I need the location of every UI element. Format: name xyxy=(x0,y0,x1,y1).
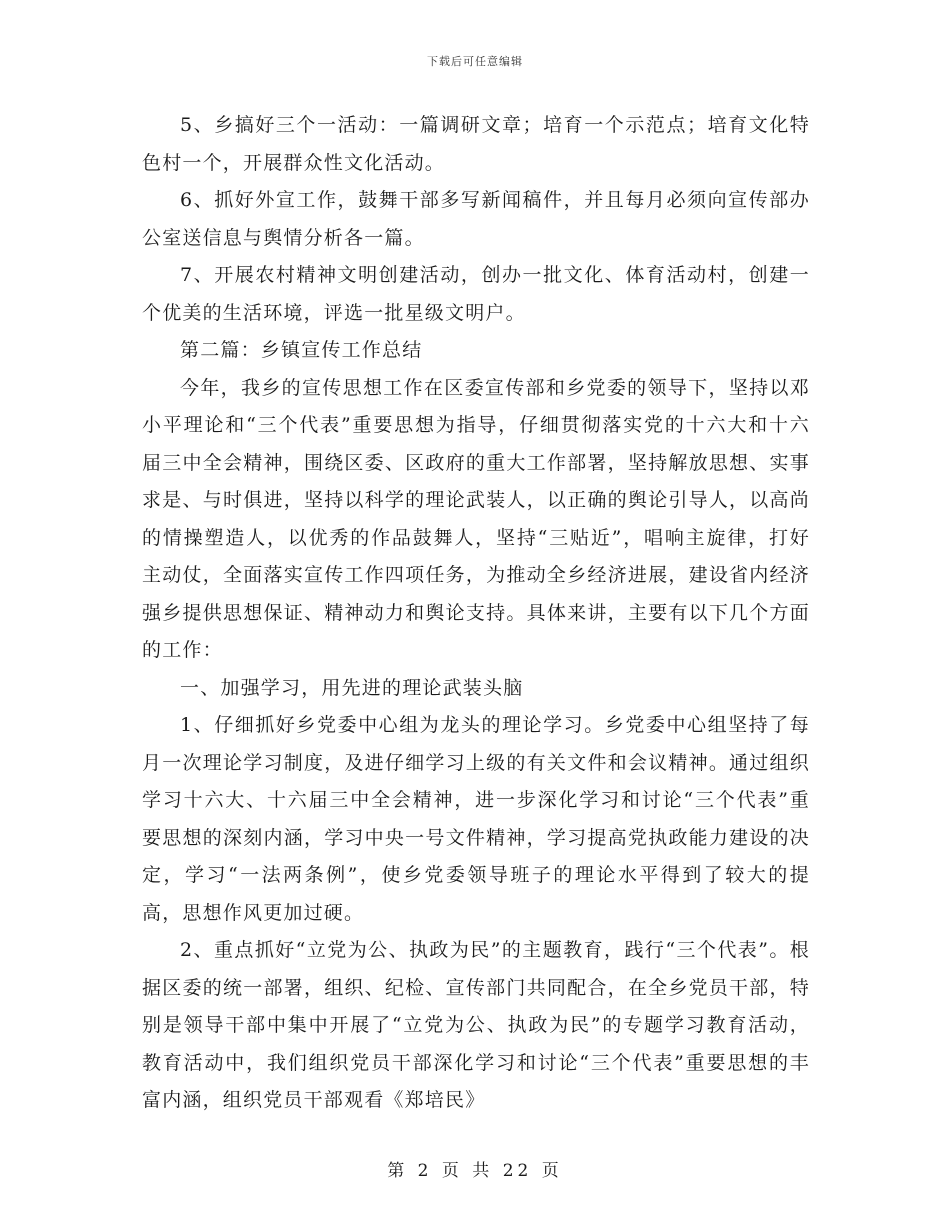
paragraph-point-2: 2、重点抓好“立党为公、执政为民”的主题教育，践行“三个代表”。根据区委的统一部署，组织、纪检、宣传部门共同配合，在全乡党员干部，特别是领导干部中集中开展了“立党为公、执政为民”的专题学习教育活动，教育活动中，我们组织党员干部深化学习和讨论“三个代表”重要思想的丰富内涵，组织党员干部观看《郑培民》 xyxy=(142,939,810,1111)
intro-paragraph: 今年，我乡的宣传思想工作在区委宣传部和乡党委的领导下，坚持以邓小平理论和“三个代表”重要思想为指导，仔细贯彻落实党的十六大和十六届三中全会精神，围绕区委、区政府的重大工作部署，坚持解放思想、实事求是、与时俱进，坚持以科学的理论武装人，以正确的舆论引导人，以高尚的情操塑造人，以优秀的作品鼓舞人，坚持“三贴近”，唱响主旋律，打好主动仗，全面落实宣传工作四项任务，为推动全乡经济进展，建设省内经济强乡提供思想保证、精神动力和舆论支持。具体来讲，主要有以下几个方面的工作： xyxy=(142,376,810,661)
subsection-heading: 一、加强学习，用先进的理论武装头脑 xyxy=(180,676,524,699)
paragraph-item-6: 6、抓好外宣工作，鼓舞干部多写新闻稿件，并且每月必须向宣传部办公室送信息与舆情分析各一篇。 xyxy=(142,189,810,249)
document-body xyxy=(142,107,810,1120)
paragraph-item-7: 7、开展农村精神文明创建活动，创办一批文化、体育活动村，创建一个优美的生活环境，评选一批星级文明户。 xyxy=(142,264,810,324)
page-header: 下载后可任意编辑 xyxy=(427,55,523,68)
page-number-footer: 第 2 页 共 22 页 xyxy=(387,1161,563,1181)
paragraph-point-1: 1、仔细抓好乡党委中心组为龙头的理论学习。乡党委中心组坚持了每月一次理论学习制度，及进仔细学习上级的有关文件和会议精神。通过组织学习十六大、十六届三中全会精神，进一步深化学习和讨论“三个代表”重要思想的深刻内涵，学习中央一号文件精神，学习提高党执政能力建设的决定，学习“一法两条例”，使乡党委领导班子的理论水平得到了较大的提高，思想作风更加过硬。 xyxy=(142,714,810,924)
paragraph-item-5: 5、乡搞好三个一活动：一篇调研文章；培育一个示范点；培育文化特色村一个，开展群众性文化活动。 xyxy=(142,114,810,174)
section-title: 第二篇：乡镇宣传工作总结 xyxy=(180,339,423,361)
